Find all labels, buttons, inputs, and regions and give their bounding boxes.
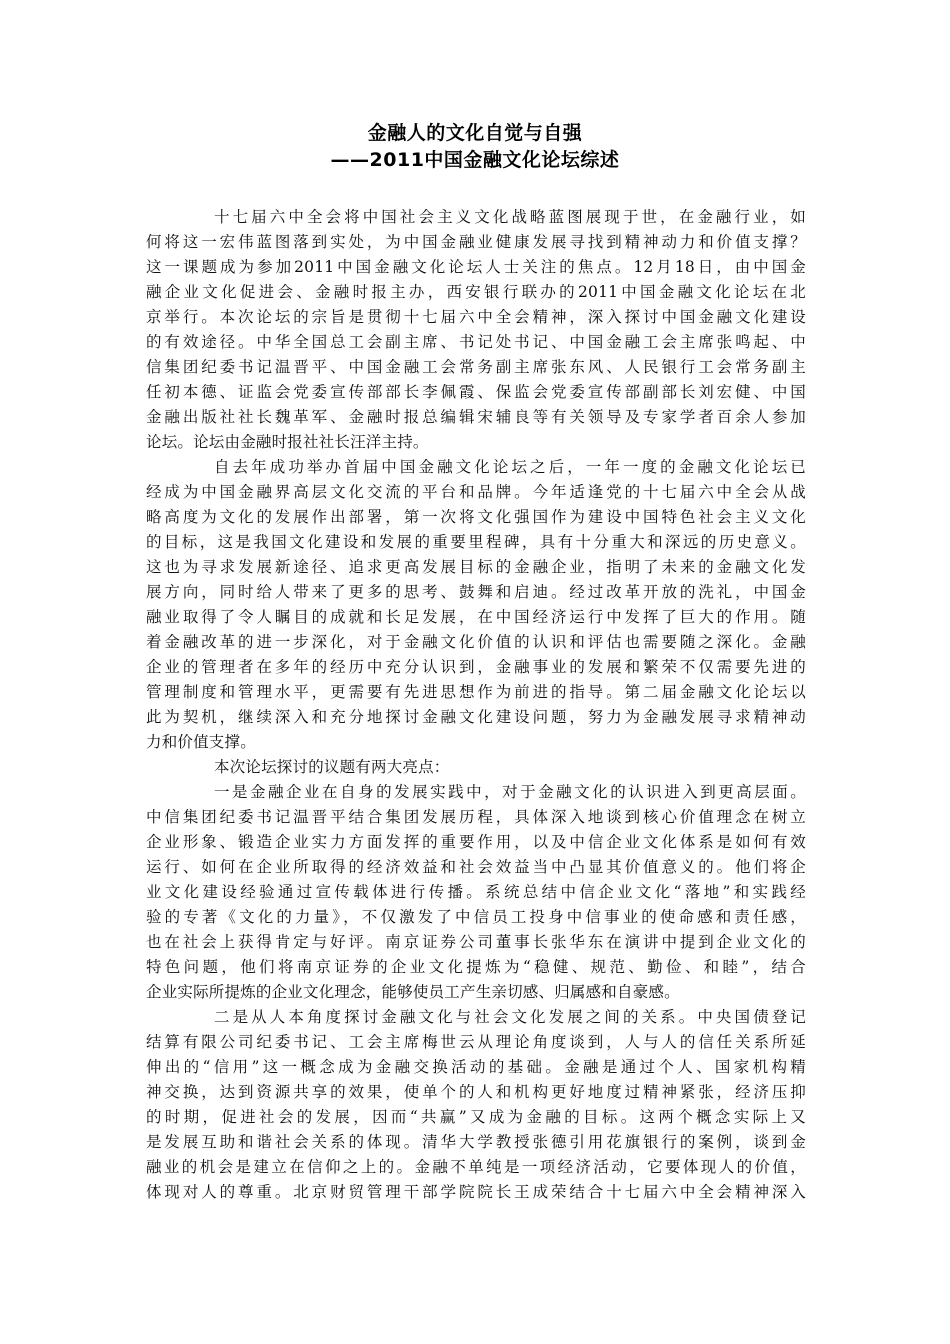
text-line: 体现对人的尊重。北京财贸管理干部学院院长王成荣结合十七届六中全会精神深入 [146,1183,806,1201]
text-line: 这也为寻求发展新途径、追求更高发展目标的金融企业，指明了未来的金融文化发 [146,558,806,576]
text-line: 信集团纪委书记温晋平、中国金融工会常务副主席张东风、人民银行工会常务副主 [146,358,806,376]
text-line: 也在社会上获得肯定与好评。南京证券公司董事长张华东在演讲中提到企业文化的 [146,933,806,951]
text-line: 十七届六中全会将中国社会主义文化战略蓝图展现于世，在金融行业，如 [214,208,806,226]
paragraph [146,780,806,1005]
text-line: 企业实际所提炼的企业文化理念，能够使员工产生亲切感、归属感和自豪感。 [146,983,680,1001]
text-line: 企业形象、锻造企业实力方面发挥的重要作用，以及中信企业文化体系是如何有效 [146,833,806,851]
paragraph [146,755,806,780]
text-line: 着金融改革的进一步深化，对于金融文化价值的认识和评估也需要随之深化。金融 [146,633,806,651]
text-line: 验的专著《文化的力量》，不仅激发了中信员工投身中信事业的使命感和责任感， [146,908,806,926]
text-line: 特色问题，他们将南京证券的企业文化提炼为“稳健、规范、勤俭、和睦”，结合 [146,958,806,976]
text-line: 任初本德、证监会党委宣传部部长李佩霞、保监会党委宣传部副部长刘宏健、中国 [146,383,806,401]
paragraph [146,205,806,455]
text-line: 的有效途径。中华全国总工会副主席、书记处书记、中国金融工会主席张鸣起、中 [146,333,806,351]
text-line: 融业的机会是建立在信仰之上的。金融不单纯是一项经济活动，它要体现人的价值， [146,1158,806,1176]
document-title: 金融人的文化自觉与自强 [367,122,583,144]
text-line: 伸出的“信用”这一概念成为金融交换活动的基础。金融是通过个人、国家机构精 [146,1058,806,1076]
text-line: 力和价值支撑。 [146,733,256,751]
text-line: 金融出版社社长魏革军、金融时报总编辑宋辅良等有关领导及专家学者百余人参加 [146,408,806,426]
text-line: 管理制度和管理水平，更需要有先进思想作为前进的指导。第二届金融文化论坛以 [146,683,806,701]
text-line: 业文化建设经验通过宣传载体进行传播。系统总结中信企业文化“落地”和实践经 [146,883,806,901]
text-line: 运行、如何在企业所取得的经济效益和社会效益当中凸显其价值意义的。他们将企 [146,858,806,876]
text-line: 结算有限公司纪委书记、工会主席梅世云从理论角度谈到，人与人的信任关系所延 [146,1033,806,1051]
document-subtitle: ——2011中国金融文化论坛综述 [330,149,620,171]
text-line: 略高度为文化的发展作出部署，第一次将文化强国作为建设中国特色社会主义文化 [146,508,806,526]
text-line: 中信集团纪委书记温晋平结合集团发展历程，具体深入地谈到核心价值理念在树立 [146,808,806,826]
text-line: 企业的管理者在多年的经历中充分认识到，金融事业的发展和繁荣不仅需要先进的 [146,658,806,676]
text-line: 一是金融企业在自身的发展实践中，对于金融文化的认识进入到更高层面。 [214,783,806,801]
text-line: 二是从人本角度探讨金融文化与社会文化发展之间的关系。中央国债登记 [214,1008,806,1026]
text-line: 经成为中国金融界高层文化交流的平台和品牌。今年适逢党的十七届六中全会从战 [146,483,806,501]
text-line: 何将这一宏伟蓝图落到实处，为中国金融业健康发展寻找到精神动力和价值支撑？ [146,233,806,251]
text-line: 本次论坛探讨的议题有两大亮点： [214,758,450,776]
text-line: 展方向，同时给人带来了更多的思考、鼓舞和启迪。经过改革开放的洗礼，中国金 [146,583,806,601]
text-line: 论坛。论坛由金融时报社社长汪洋主持。 [146,433,429,451]
text-line: 这一课题成为参加2011中国金融文化论坛人士关注的焦点。12月18日，由中国金 [146,258,806,276]
text-line: 神交换，达到资源共享的效果，使单个的人和机构更好地度过精神紧张，经济压抑 [146,1083,806,1101]
article-body [146,205,806,1205]
text-line: 融业取得了令人瞩目的成就和长足发展，在中国经济运行中发挥了巨大的作用。随 [146,608,806,626]
title-block [0,120,950,174]
text-line: 自去年成功举办首届中国金融文化论坛之后，一年一度的金融文化论坛已 [214,458,806,476]
text-line: 是发展互助和谐社会关系的体现。清华大学教授张德引用花旗银行的案例，谈到金 [146,1133,806,1151]
text-line: 融企业文化促进会、金融时报主办，西安银行联办的2011中国金融文化论坛在北 [146,283,806,301]
text-line: 的目标，这是我国文化建设和发展的重要里程碑，具有十分重大和深远的历史意义。 [146,533,806,551]
paragraph [146,455,806,755]
text-line: 京举行。本次论坛的宗旨是贯彻十七届六中全会精神，深入探讨中国金融文化建设 [146,308,806,326]
text-line: 的时期，促进社会的发展，因而“共赢”又成为金融的目标。这两个概念实际上又 [146,1108,806,1126]
paragraph [146,1005,806,1205]
text-line: 此为契机，继续深入和充分地探讨金融文化建设问题，努力为金融发展寻求精神动 [146,708,806,726]
